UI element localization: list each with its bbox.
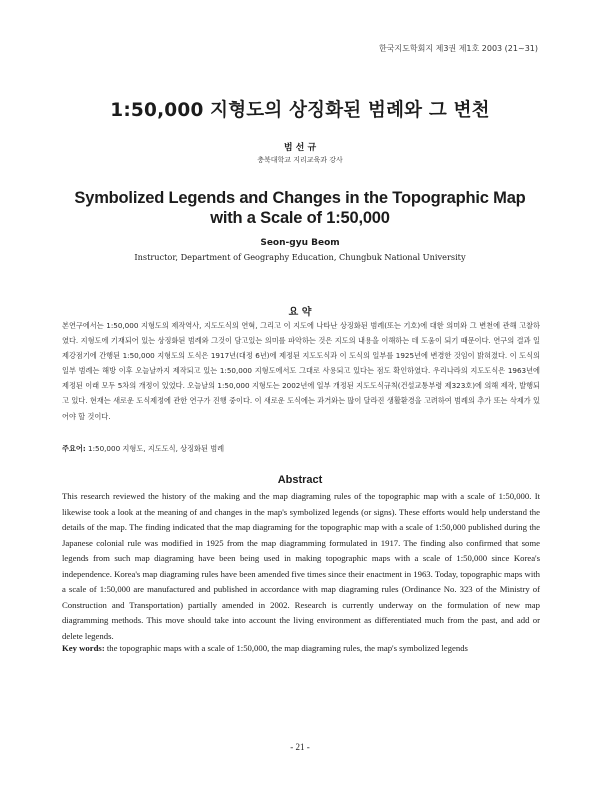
author-name-english: Seon-gyu Beom [260,238,340,248]
english-keywords-label: Key words: [62,643,105,653]
author-name-korean: 범 선 규 [283,143,317,153]
english-title [0,188,600,228]
korean-abstract-body: 본연구에서는 1:50,000 지형도의 제작역사, 지도도식의 연혁, 그리고 이 지도에 나타난 상징화된 범례(또는 기호)에 대한 의미와 그 변천에 관해 고찰하였다. 지형도에 기재되어 있는 상징화된 범례와 그것이 담고있는 의미를 파악하는 것은 지도의 내용을 이해하는 데 도움이 되기 때문이다. 연구의 결과 일제강점기에 간행된 1:50,000 지형도의 도식은 1917년(대정 6년)에 제정된 지도도식과 이 도식의 일부를 1925년에 변경한 것임이 밝혀졌다. 이 도식의 일부 범례는 해방 이후 오늘날까지 제작되고 있는 1:50,000 지형도에서도 그대로 사용되고 있다는 점도 확인하였다. 우리나라의 지도도식은 1963년에 제정된 이래 모두 5차의 개정이 있었다. 오늘날의 1:50,000 지형도는 2002년에 일부 개정된 지도도식규칙(건설교통부령 제323호)에 의해 제작, 발행되고 있다. 현재는 새로운 도식제정에 관한 연구가 진행 중이다. 이 새로운 도식에는 과거와는 많이 달라진 생활환경을 고려하여 범례의 추가 또는 삭제가 있어야 할 것이다. [62,321,540,421]
korean-keywords-text: 1:50,000 지형도, 지도도식, 상징화된 범례 [85,444,225,453]
english-keywords-text: the topographic maps with a scale of 1:50,000, the map diagraming rules, the map's symbolized legends [104,643,468,653]
korean-keywords-label: 주요어: [62,444,86,453]
english-abstract-heading: Abstract [277,474,323,486]
english-title-line-1: Symbolized Legends and Changes in the Topographic Map [74,189,526,207]
english-keywords [62,643,540,653]
korean-keywords [62,444,540,454]
korean-title: 1:50,000 지형도의 상징화된 범례와 그 변천 [110,100,490,121]
page-number: - 21 - [290,742,310,752]
english-title-line-2: with a Scale of 1:50,000 [210,209,390,227]
english-abstract-body: This research reviewed the history of the making and the map diagraming rules of the topographic map with a scale of 1:50,000. It likewise took a look at the meaning of and changes in the map's symbolized legends (or signs). These efforts would help understand the details of the map. The finding indicated that the map diagraming for the topographic map with a scale of 1:50,000 published during the Japanese colonial rule was modified in 1925 from the map diagramming formulated in 1917. The finding also confirmed that some legends from such map diagraming have been being used in making topographic maps with a scale of 1:50,000 since Korea's independence. Korea's map diagraming rules have been amended five times since their enactment in 1963. Today, topographic maps with a scale of 1:50,000 are manufactured and published in accordance with map diagraming rules (Ordinance No. 323 of the Ministry of Construction and Transportation) partially amended in 2002. Research is currently underway on the formulation of new map diagramming methods. This move should take into account the living environment as differentiated much from the past, and add or delete legends. [62,491,540,641]
journal-header: 한국지도학회지 제3권 제1호 2003 (21~31) [378,44,538,53]
korean-abstract-heading: 요 약 [288,307,312,318]
author-affiliation-english: Instructor, Department of Geography Education, Chungbuk National University [134,252,466,262]
author-affiliation-korean: 충북대학교 지리교육과 강사 [257,156,343,164]
